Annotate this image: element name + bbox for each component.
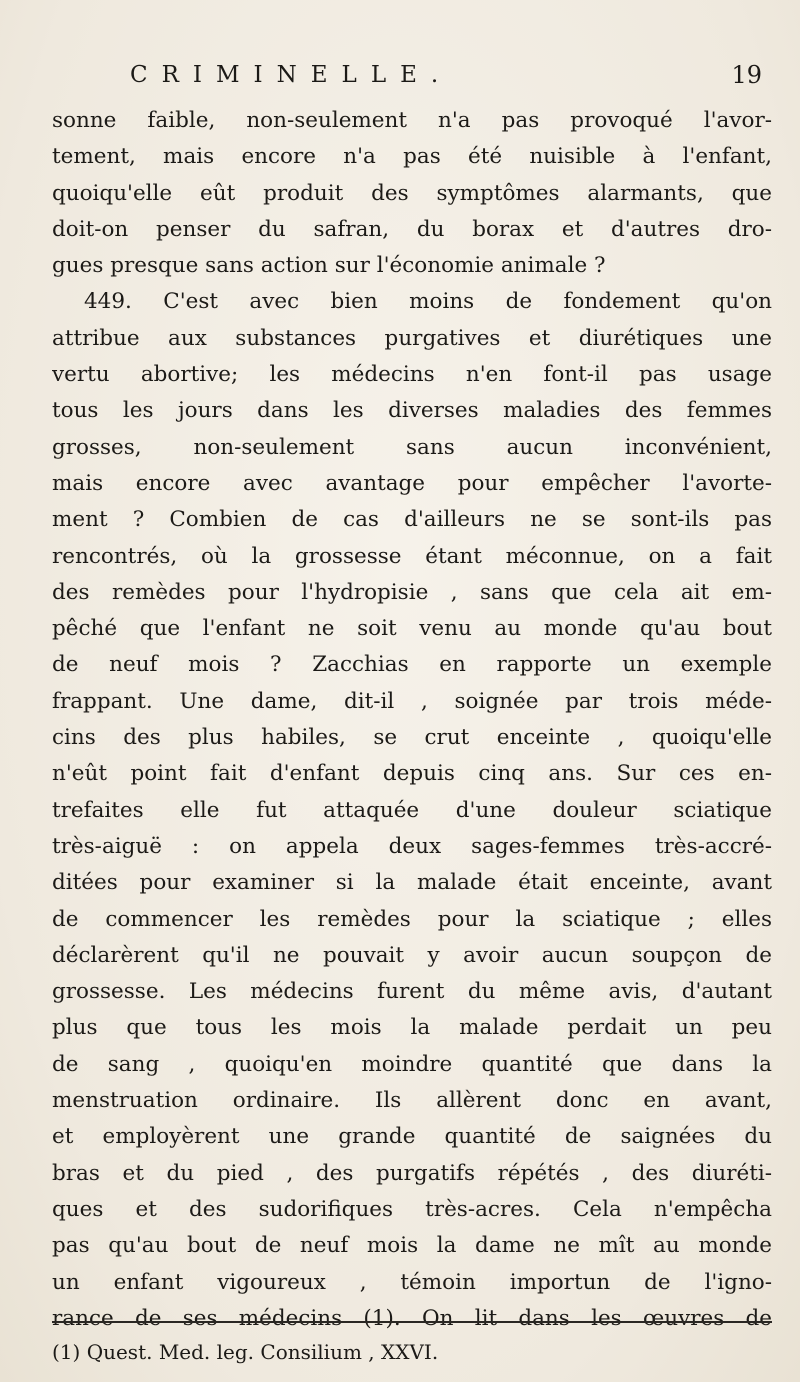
running-head — [130, 58, 770, 92]
footnote: (1) Quest. Med. leg. Consilium , XXVI. — [52, 1340, 439, 1364]
text-line: frappant. Une dame, dit-il , soignée par trois méde- — [52, 688, 772, 714]
text-line: très-aiguë : on appela deux sages-femmes très-accré- — [52, 833, 772, 859]
text-line: ment ? Combien de cas d'ailleurs ne se sont-ils pas — [52, 507, 772, 533]
text-line: mais encore avec avantage pour empêcher l'avorte- — [52, 470, 772, 496]
text-line: des remèdes pour l'hydropisie , sans que cela ait em- — [52, 579, 772, 605]
text-line: quoiqu'elle eût produit des symptômes alarmants, que — [52, 180, 772, 206]
text-line: et employèrent une grande quantité de saignées du — [52, 1124, 772, 1150]
text-line: plus que tous les mois la malade perdait un peu — [52, 1015, 772, 1041]
text-line: gues presque sans action sur l'économie animale ? — [52, 253, 606, 279]
text-line: attribue aux substances purgatives et diurétiques une — [52, 325, 772, 351]
text-line: n'eût point fait d'enfant depuis cinq ans. Sur ces en- — [52, 761, 772, 787]
text-line: tement, mais encore n'a pas été nuisible à l'enfant, — [52, 144, 772, 170]
page-number: 19 — [731, 61, 762, 89]
text-line: grosses, non-seulement sans aucun inconvénient, — [52, 434, 772, 460]
text-line: trefaites elle fut attaquée d'une douleur sciatique — [52, 797, 772, 823]
text-line: déclarèrent qu'il ne pouvait y avoir aucun soupçon de — [52, 942, 772, 968]
text-line: vertu abortive; les médecins n'en font-il pas usage — [52, 362, 772, 388]
text-line: cins des plus habiles, se crut enceinte , quoiqu'elle — [52, 725, 772, 751]
text-line: tous les jours dans les diverses maladies des femmes — [52, 398, 772, 424]
text-line: de commencer les remèdes pour la sciatique ; elles — [52, 906, 772, 932]
text-line: ditées pour examiner si la malade était enceinte, avant — [52, 870, 772, 896]
text-line: pêché que l'enfant ne soit venu au monde qu'au bout — [52, 616, 772, 642]
body-text — [52, 103, 772, 1337]
text-line: doit-on penser du safran, du borax et d'autres dro- — [52, 216, 772, 242]
text-line: un enfant vigoureux , témoin importun de l'igno- — [52, 1269, 772, 1295]
text-line: de neuf mois ? Zacchias en rapporte un exemple — [52, 652, 772, 678]
text-line: rance de ses médecins (1). On lit dans les œuvres de — [52, 1305, 772, 1331]
text-line: ques et des sudorifiques très-acres. Cela n'empêcha — [52, 1196, 772, 1222]
text-line: menstruation ordinaire. Ils allèrent donc en avant, — [52, 1088, 772, 1114]
text-line: grossesse. Les médecins furent du même avis, d'autant — [52, 979, 772, 1005]
text-line: sonne faible, non-seulement n'a pas provoqué l'avor- — [52, 108, 772, 133]
text-line: de sang , quoiqu'en moindre quantité que dans la — [52, 1051, 772, 1077]
text-line: bras et du pied , des purgatifs répétés , des diuréti- — [52, 1160, 772, 1186]
text-line: 449. C'est avec bien moins de fondement qu'on — [84, 289, 772, 315]
text-line: rencontrés, où la grossesse étant méconnue, on a fait — [52, 543, 772, 569]
footnote-rule — [52, 1321, 772, 1323]
text-line: pas qu'au bout de neuf mois la dame ne mît au monde — [52, 1233, 772, 1259]
running-title: CRIMINELLE. — [130, 62, 453, 88]
